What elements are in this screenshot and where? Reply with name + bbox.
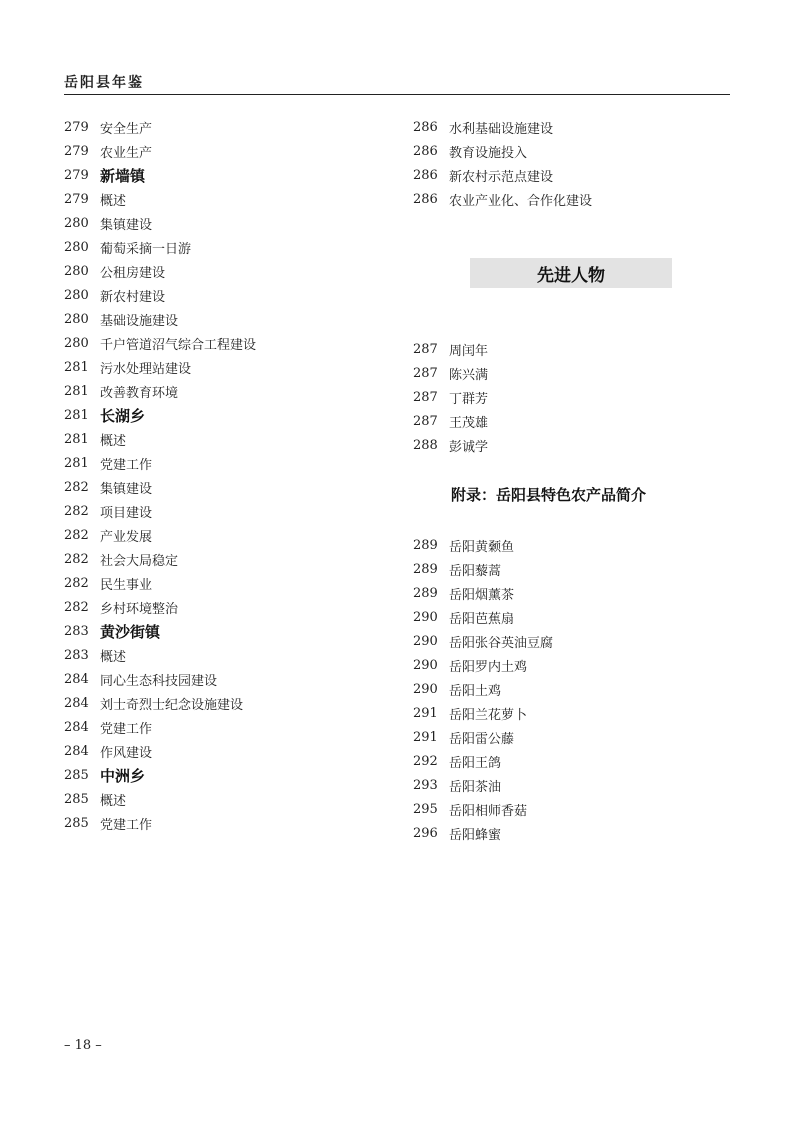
toc-page-number: 292 xyxy=(413,753,438,769)
toc-entry[interactable] xyxy=(64,187,256,211)
toc-entry-title: 集镇建设 xyxy=(100,217,153,233)
toc-entry-title: 黄沙街镇 xyxy=(100,622,161,641)
toc-page-number: 290 xyxy=(413,609,438,625)
toc-entry-title: 王茂雄 xyxy=(449,415,489,431)
toc-page-number: 282 xyxy=(64,479,89,495)
toc-entry-title: 刘士奇烈士纪念设施建设 xyxy=(100,697,244,713)
toc-entry-title: 岳阳土鸡 xyxy=(449,683,502,699)
toc-entry[interactable] xyxy=(64,787,256,811)
toc-entry[interactable] xyxy=(64,667,256,691)
toc-entry-title: 岳阳罗内土鸡 xyxy=(449,659,528,675)
toc-entry[interactable] xyxy=(413,187,592,211)
toc-entry-title: 岳阳茶油 xyxy=(449,779,502,795)
toc-entry[interactable] xyxy=(64,715,256,739)
toc-page-number: 281 xyxy=(64,431,89,447)
page-number: – 18 – xyxy=(64,1038,102,1053)
toc-entry-title: 岳阳藜蒿 xyxy=(449,563,502,579)
toc-page-number: 286 xyxy=(413,143,438,159)
toc-entry[interactable] xyxy=(413,163,592,187)
toc-entry[interactable] xyxy=(413,677,553,701)
toc-entry[interactable] xyxy=(413,409,488,433)
toc-page-number: 279 xyxy=(64,191,89,207)
toc-page-number: 280 xyxy=(64,215,89,231)
toc-page-number: 285 xyxy=(64,767,89,783)
toc-entry[interactable] xyxy=(413,557,553,581)
toc-entry[interactable] xyxy=(413,629,553,653)
toc-entry[interactable] xyxy=(413,385,488,409)
toc-entry[interactable] xyxy=(413,653,553,677)
toc-left-column xyxy=(64,115,256,835)
toc-entry[interactable] xyxy=(413,797,553,821)
toc-page-number: 287 xyxy=(413,365,438,381)
toc-entry-title: 千户管道沼气综合工程建设 xyxy=(100,337,257,353)
toc-page-number: 284 xyxy=(64,743,89,759)
toc-entry-title: 教育设施投入 xyxy=(449,145,528,161)
toc-entry-title: 党建工作 xyxy=(100,457,153,473)
toc-page-number: 291 xyxy=(413,705,438,721)
toc-entry[interactable] xyxy=(413,701,553,725)
toc-entry-title: 彭诚学 xyxy=(449,439,489,455)
toc-entry-title: 岳阳兰花萝卜 xyxy=(449,707,528,723)
toc-page-number: 290 xyxy=(413,657,438,673)
section-heading-advanced-persons xyxy=(470,258,672,288)
toc-page-number: 286 xyxy=(413,167,438,183)
toc-entry[interactable] xyxy=(413,533,553,557)
toc-entry[interactable] xyxy=(64,355,256,379)
toc-entry[interactable] xyxy=(64,595,256,619)
toc-page-number: 280 xyxy=(64,239,89,255)
toc-page-number: 284 xyxy=(64,719,89,735)
toc-entry[interactable] xyxy=(413,749,553,773)
toc-entry-title: 概述 xyxy=(100,193,127,209)
toc-entry-title: 中洲乡 xyxy=(100,766,146,785)
toc-entry-title: 产业发展 xyxy=(100,529,153,545)
toc-entry-title: 丁群芳 xyxy=(449,391,489,407)
toc-entry-title: 农业产业化、合作化建设 xyxy=(449,193,593,209)
toc-page-number: 281 xyxy=(64,407,89,423)
toc-entry[interactable] xyxy=(64,571,256,595)
toc-entry[interactable] xyxy=(64,427,256,451)
toc-entry-title: 岳阳蜂蜜 xyxy=(449,827,502,843)
toc-page-number: 291 xyxy=(413,729,438,745)
running-header-title: 岳阳县年鉴 xyxy=(64,75,144,91)
toc-page-number: 287 xyxy=(413,413,438,429)
toc-persons-list xyxy=(413,337,488,457)
toc-entry[interactable] xyxy=(413,821,553,845)
toc-entry-title: 农业生产 xyxy=(100,145,153,161)
toc-entry[interactable] xyxy=(64,235,256,259)
toc-entry-title: 改善教育环境 xyxy=(100,385,179,401)
toc-entry-title: 项目建设 xyxy=(100,505,153,521)
toc-page-number: 293 xyxy=(413,777,438,793)
toc-entry[interactable] xyxy=(64,475,256,499)
toc-entry[interactable] xyxy=(413,361,488,385)
toc-page-number: 290 xyxy=(413,633,438,649)
toc-page-number: 281 xyxy=(64,359,89,375)
toc-page-number: 285 xyxy=(64,815,89,831)
toc-entry-title: 概述 xyxy=(100,793,127,809)
toc-page-number: 290 xyxy=(413,681,438,697)
toc-page-number: 284 xyxy=(64,671,89,687)
toc-products-list xyxy=(413,533,553,845)
toc-entry[interactable] xyxy=(64,739,256,763)
toc-page-number: 289 xyxy=(413,561,438,577)
toc-entry-title: 党建工作 xyxy=(100,721,153,737)
toc-entry-title: 公租房建设 xyxy=(100,265,166,281)
toc-entry[interactable] xyxy=(413,773,553,797)
toc-page-number: 289 xyxy=(413,585,438,601)
toc-entry[interactable] xyxy=(64,523,256,547)
toc-entry[interactable] xyxy=(64,307,256,331)
toc-entry-title: 集镇建设 xyxy=(100,481,153,497)
toc-entry-title: 作风建设 xyxy=(100,745,153,761)
toc-page-number: 281 xyxy=(64,455,89,471)
toc-page-number: 282 xyxy=(64,575,89,591)
toc-entry[interactable] xyxy=(64,283,256,307)
toc-page-number: 282 xyxy=(64,527,89,543)
toc-entry-title: 葡萄采摘一日游 xyxy=(100,241,192,257)
toc-entry-title: 岳阳黄颡鱼 xyxy=(449,539,515,555)
header-divider xyxy=(64,94,730,95)
toc-entry-title: 岳阳烟薰茶 xyxy=(449,587,515,603)
toc-entry[interactable] xyxy=(64,259,256,283)
toc-entry-title: 同心生态科技园建设 xyxy=(100,673,218,689)
toc-entry[interactable] xyxy=(64,499,256,523)
toc-entry-title: 长湖乡 xyxy=(100,406,146,425)
toc-entry-title: 乡村环境整治 xyxy=(100,601,179,617)
toc-page-number: 280 xyxy=(64,335,89,351)
toc-entry-title: 民生事业 xyxy=(100,577,153,593)
toc-entry-title: 安全生产 xyxy=(100,121,153,137)
toc-town-heading[interactable] xyxy=(64,619,256,643)
toc-page-number: 287 xyxy=(413,341,438,357)
appendix-heading: 附录：岳阳县特色农产品简介 xyxy=(451,486,647,504)
toc-entry-title: 新墙镇 xyxy=(100,166,146,185)
toc-entry[interactable] xyxy=(64,451,256,475)
toc-entry[interactable] xyxy=(64,211,256,235)
toc-page-number: 283 xyxy=(64,647,89,663)
toc-entry-title: 新农村建设 xyxy=(100,289,166,305)
toc-page-number: 282 xyxy=(64,503,89,519)
toc-entry-title: 岳阳王鸽 xyxy=(449,755,502,771)
toc-entry[interactable] xyxy=(64,643,256,667)
toc-page-number: 279 xyxy=(64,167,89,183)
toc-entry-title: 岳阳张谷英油豆腐 xyxy=(449,635,554,651)
toc-entry[interactable] xyxy=(64,547,256,571)
toc-entry-title: 周闰年 xyxy=(449,343,489,359)
toc-entry-title: 岳阳相师香菇 xyxy=(449,803,528,819)
toc-town-heading[interactable] xyxy=(64,403,256,427)
toc-entry[interactable] xyxy=(413,725,553,749)
toc-entry[interactable] xyxy=(413,581,553,605)
toc-entry[interactable] xyxy=(64,331,256,355)
toc-page-number: 295 xyxy=(413,801,438,817)
toc-entry-title: 概述 xyxy=(100,649,127,665)
toc-entry-title: 基础设施建设 xyxy=(100,313,179,329)
toc-page-number: 285 xyxy=(64,791,89,807)
toc-page-number: 289 xyxy=(413,537,438,553)
toc-entry[interactable] xyxy=(413,115,592,139)
toc-entry-title: 社会大局稳定 xyxy=(100,553,179,569)
toc-page-number: 296 xyxy=(413,825,438,841)
toc-entry[interactable] xyxy=(413,139,592,163)
toc-page-number: 286 xyxy=(413,119,438,135)
toc-page-number: 282 xyxy=(64,599,89,615)
toc-page-number: 284 xyxy=(64,695,89,711)
toc-town-heading[interactable] xyxy=(64,163,256,187)
toc-entry[interactable] xyxy=(64,115,256,139)
toc-entry-title: 岳阳芭蕉扇 xyxy=(449,611,515,627)
toc-page-number: 280 xyxy=(64,311,89,327)
toc-entry[interactable] xyxy=(413,433,488,457)
toc-entry[interactable] xyxy=(64,139,256,163)
toc-entry-title: 党建工作 xyxy=(100,817,153,833)
toc-page-number: 288 xyxy=(413,437,438,453)
toc-page-number: 286 xyxy=(413,191,438,207)
toc-page-number: 287 xyxy=(413,389,438,405)
toc-entry-title: 陈兴满 xyxy=(449,367,489,383)
toc-page-number: 279 xyxy=(64,119,89,135)
toc-page-number: 280 xyxy=(64,263,89,279)
toc-entry[interactable] xyxy=(64,811,256,835)
toc-entry[interactable] xyxy=(64,379,256,403)
toc-entry[interactable] xyxy=(64,691,256,715)
toc-town-heading[interactable] xyxy=(64,763,256,787)
toc-entry-title: 岳阳雷公藤 xyxy=(449,731,515,747)
toc-page-number: 281 xyxy=(64,383,89,399)
toc-entry[interactable] xyxy=(413,337,488,361)
toc-entry[interactable] xyxy=(413,605,553,629)
toc-entry-title: 污水处理站建设 xyxy=(100,361,192,377)
toc-page-number: 280 xyxy=(64,287,89,303)
toc-entry-title: 概述 xyxy=(100,433,127,449)
section-heading-label: 先进人物 xyxy=(537,265,605,286)
toc-page-number: 283 xyxy=(64,623,89,639)
toc-entry-title: 水利基础设施建设 xyxy=(449,121,554,137)
toc-right-column xyxy=(413,115,592,211)
toc-entry-title: 新农村示范点建设 xyxy=(449,169,554,185)
toc-page-number: 279 xyxy=(64,143,89,159)
toc-page-number: 282 xyxy=(64,551,89,567)
